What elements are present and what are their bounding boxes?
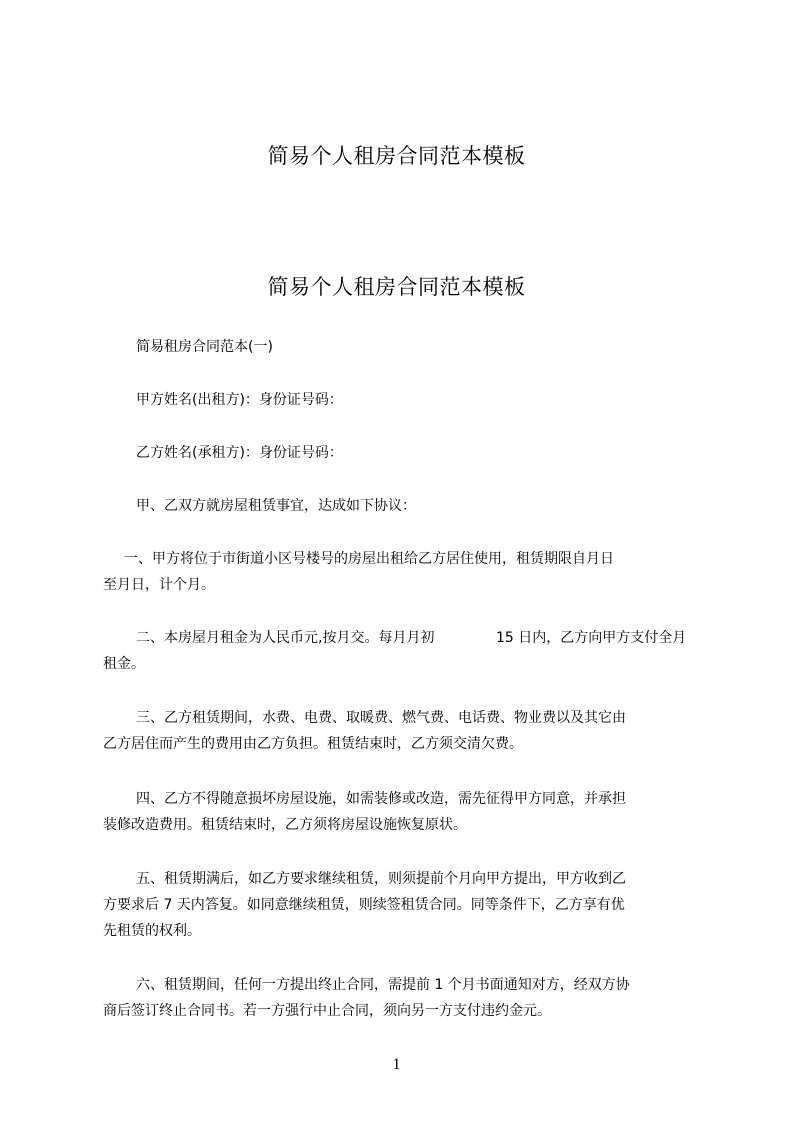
clause-line: 二、本房屋月租金为人民币元,按月交。每月月初 [136,630,435,646]
clause-line: 五、租赁期满后，如乙方要求继续租赁，则须提前个月向甲方提出，甲方收到乙 [136,871,626,887]
clause-line: 方要求后 7 天内答复。如同意继续租赁，则续签租赁合同。同等条件下，乙方享有优 [103,897,625,913]
clause-line: 六、租赁期间，任何一方提出终止合同，需提前 1 个月书面通知对方，经双方协 [136,977,630,993]
page-number: 1 [392,1056,401,1073]
clause-line: 商后签订终止合同书。若一方强行中止合同，须向另一方支付违约金元。 [103,1003,551,1019]
clause-line: 租金。 [103,656,145,672]
clause-line: 一、甲方将位于市街道小区号楼号的房屋出租给乙方居住使用，租赁期限自月日 [124,551,614,567]
subtitle: 简易租房合同范本(一) [136,339,273,355]
clause-line: 15 日内，乙方向甲方支付全月 [496,630,687,646]
header-title: 简易个人租房合同范本模板 [267,144,526,168]
clause-line: 先租赁的权利。 [103,923,201,939]
clause-line: 至月日，计个月。 [103,577,215,593]
party-a-line: 甲方姓名(出租方)：身份证号码： [136,392,343,408]
clause-line: 装修改造费用。租赁结束时，乙方须将房屋设施恢复原状。 [103,817,467,833]
clause-line: 三、乙方租赁期间，水费、电费、取暖费、燃气费、电话费、物业费以及其它由 [136,710,626,726]
party-b-line: 乙方姓名(承租方)：身份证号码： [136,445,343,461]
document-title: 简易个人租房合同范本模板 [267,275,526,299]
clause-line: 乙方居住而产生的费用由乙方负担。租赁结束时，乙方须交清欠费。 [103,736,523,752]
clause-line: 四、乙方不得随意损坏房屋设施，如需装修或改造，需先征得甲方同意，并承担 [136,791,626,807]
intro-paragraph: 甲、乙双方就房屋租赁事宜，达成如下协议： [136,498,416,514]
